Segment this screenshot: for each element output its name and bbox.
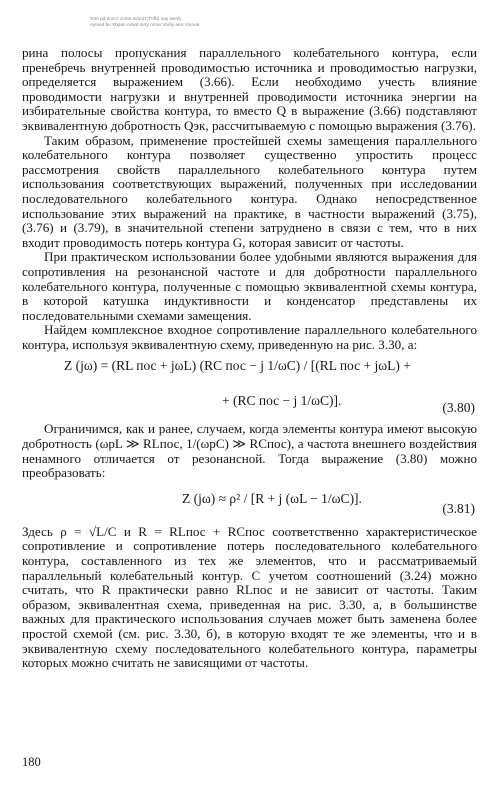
equation-3-81-text: Z (jω) ≈ ρ² / [R + j (ωL − 1/ωC)]. (182, 490, 362, 506)
equation-3-80-line-2 (22, 388, 477, 422)
header-line-1: Tom pd:nnnrz cnme:Inmnrz;Tnfb) nay awnly (90, 16, 182, 21)
header-line-2: Aytved bu Xhpan Aitwd mrty nrroo:Varliy ann:Ymnua (90, 21, 200, 27)
paragraph-1: рина полосы пропускания параллельного колебательного контура, если пренебречь внутренней проводимостью источника и проводимостью нагрузки, определяется выражением (3.66). Если необходимо учесть влияние проводимости нагрузки и внутренней проводимости источника энергии на избирательные свойства контура, то вместо Q в выражение (3.66) подставляют эквивалентную добротность Qэк, рассчитываемую с помощью выражения (3.76). (22, 45, 477, 133)
page-number: 180 (22, 755, 41, 769)
paragraph-2: Таким образом, применение простейшей схемы замещения параллельного колебательного контура позволяет существенно упростить процесс рассмотрения свойств параллельного колебательного контура путем использования соответствующих выражений, полученных при исследовании последовательного колебательного контура. Однако непосредственное использование этих выражений на практике, в частности выражений (3.75), (3.76) и (3.79), в значительной степени затруднено в связи с тем, что в них входит проводимость потерь контура G, которая зависит от частоты. (22, 132, 477, 250)
paragraph-5: Ограничимся, как и ранее, случаем, когда элементы контура имеют высокую добротность (ωрL ≫ RLпос, 1/(ωрC) ≫ RCпос), а частота внешнего воздействия ненамного отличается от резонансной. Тогда выражение (3.80) можно преобразовать: (22, 421, 477, 481)
equation-3-80-text-2: + (RC пос − j 1/ωC)]. (222, 393, 342, 409)
equation-3-81-number: (3.81) (442, 500, 475, 516)
equation-3-81 (22, 481, 477, 525)
equation-3-80-text-1: Z (jω) = (RL пос + jωL) (RC пос − j 1/ωC) / [(RL пос + jωL) + (64, 358, 411, 374)
paragraph-6: Здесь ρ = √L/C и R = RLпос + RCпос соответственно характеристическое сопротивление и сопротивление потерь последовательного колебательного контура, составленного из тех же элементов, что и рассматриваемый параллельный колебательный контур. С учетом соотношений (3.24) можно считать, что R практически равно RLпос и не зависит от частоты. Таким образом, эквивалентная схема, приведенная на рис. 3.30, а, в большинстве важных для практического использования случаев может быть заменена более простой схемой (см. рис. 3.30, б), в которую входят те же элементы, что и в эквивалентную схему последовательного колебательного контура, параметры которых можно считать не зависящими от частоты. (22, 523, 477, 671)
equation-3-80-line-1 (22, 352, 477, 388)
paragraph-4: Найдем комплексное входное сопротивление параллельного колебательного контура, используя эквивалентную схему, приведенную на рис. 3.30, а: (22, 322, 477, 352)
scan-header (90, 16, 330, 27)
text-body (22, 46, 477, 671)
paragraph-3: При практическом использовании более удобными являются выражения для сопротивления на резонансной частоте и для добротности параллельного колебательного контура, полученные с помощью эквивалентной схемы контура, в которой катушка индуктивности и конденсатор представлены их последовательными схемами замещения. (22, 249, 477, 323)
equation-3-80-number: (3.80) (442, 400, 475, 416)
